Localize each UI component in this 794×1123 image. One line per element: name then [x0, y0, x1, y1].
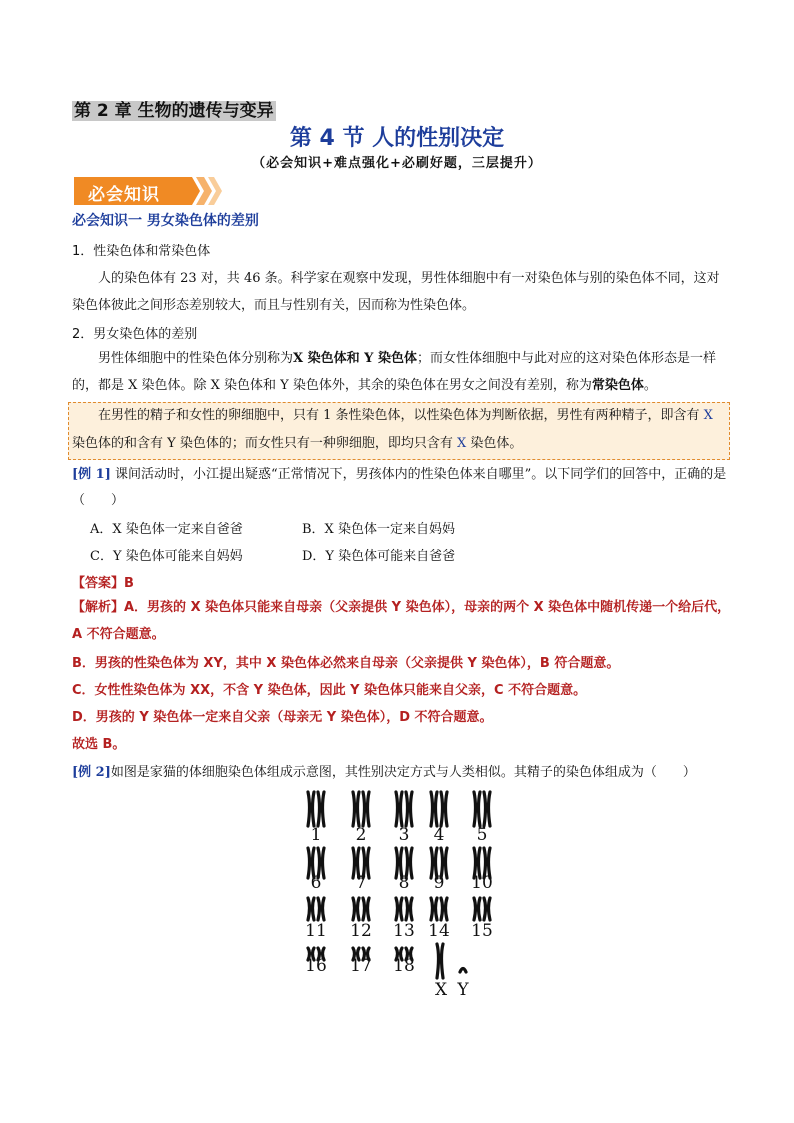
chromosome-label-7: 7 — [355, 873, 367, 893]
chromosome-pair-3 — [396, 792, 412, 826]
option-d: D．Y 染色体可能来自爸爸 — [302, 549, 456, 564]
chromosome-label-10: 10 — [471, 873, 493, 893]
chromosome-pair-14 — [431, 898, 447, 920]
example1-question: [例 1] 课间活动时，小江提出疑惑“正常情况下，男孩体内的性染色体来自哪里”。以下同学们的回答中，正确的是（ ） — [72, 467, 727, 508]
item2-paragraph: 男性体细胞中的性染色体分别称为X 染色体和 Y 染色体；而女性体细胞中与此对应的这对染色体形态是一样的，都是 X 染色体。除 X 染色体和 Y 染色体外，其余的染色体在男女之间没有差别，称为常染色体。 — [72, 351, 716, 393]
chromosome-label-3: 3 — [398, 825, 410, 845]
analysis-conclusion: 故选 B。 — [72, 737, 126, 752]
page-title: 第 4 节 人的性别决定 — [289, 126, 505, 151]
page-subtitle: （必会知识+难点强化+必刷好题，三层提升） — [252, 156, 542, 171]
chromosome-pair-12 — [353, 898, 369, 920]
chromosome-label-11: 11 — [305, 921, 327, 941]
chromosome-label-6: 6 — [310, 873, 322, 893]
item1-paragraph: 人的染色体有 23 对，共 46 条。科学家在观察中发现，男性体细胞中有一对染色体与别的染色体不同，这对染色体彼此之间形态差别较大，而且与性别有关，因而称为性染色体。 — [72, 271, 720, 313]
chromosome-label-9: 9 — [433, 873, 445, 893]
chromosome-label-8: 8 — [398, 873, 410, 893]
chromosome-y — [460, 969, 466, 973]
chromosome-label-16: 16 — [305, 956, 327, 976]
option-a: A．X 染色体一定来自爸爸 — [90, 522, 243, 537]
section-heading: 必会知识一 男女染色体的差别 — [72, 213, 259, 229]
chromosome-pair-13 — [396, 898, 412, 920]
item2-title: 2．男女染色体的差别 — [72, 327, 198, 342]
chromosome-pair-15 — [474, 898, 490, 920]
chromosome-label-12: 12 — [350, 921, 372, 941]
item1-title: 1．性染色体和常染色体 — [72, 244, 211, 259]
chromosome-label-18: 18 — [393, 956, 415, 976]
option-b: B．X 染色体一定来自妈妈 — [302, 522, 455, 537]
example1-answer: 【答案】B — [72, 576, 134, 591]
chromosome-pair-2 — [353, 792, 369, 826]
chromosome-label-15: 15 — [471, 921, 493, 941]
chromosome-label-5: 5 — [476, 825, 488, 845]
chromosome-pair-5 — [474, 792, 490, 826]
chromosome-label-4: 4 — [433, 825, 445, 845]
example2-question: [例 2]如图是家猫的体细胞染色体组成示意图，其性别决定方式与人类相似。其精子的染色体组成为（ ） — [72, 765, 696, 780]
chromosome-label-X: X — [434, 980, 448, 1000]
analysis-d: D．男孩的 Y 染色体一定来自父亲（母亲无 Y 染色体），D 不符合题意。 — [72, 710, 493, 725]
chromosome-label-14: 14 — [428, 921, 450, 941]
option-c: C．Y 染色体可能来自妈妈 — [90, 549, 243, 564]
chromosome-pair-1 — [308, 792, 324, 826]
chromosome-label-2: 2 — [355, 825, 367, 845]
banner-label: 必会知识 — [88, 185, 160, 205]
chromosome-pair-4 — [431, 792, 447, 826]
chromosome-label-17: 17 — [350, 956, 372, 976]
analysis-a: 【解析】A．男孩的 X 染色体只能来自母亲（父亲提供 Y 染色体），母亲的两个 X 染色体中随机传递一个给后代，A 不符合题意。 — [72, 600, 731, 642]
chromosome-label-1: 1 — [310, 825, 322, 845]
chromosome-label-13: 13 — [393, 921, 415, 941]
chapter-heading: 第 2 章 生物的遗传与变异 — [74, 101, 274, 121]
karyotype-diagram — [296, 788, 506, 1000]
chromosome-x — [437, 944, 443, 978]
analysis-c: C．女性性染色体为 XX，不含 Y 染色体，因此 Y 染色体只能来自父亲，C 不符合题意。 — [72, 683, 587, 698]
chromosome-pair-11 — [308, 898, 324, 920]
chromosome-label-Y: Y — [457, 980, 469, 1000]
key-note-text: 在男性的精子和女性的卵细胞中，只有 1 条性染色体，以性染色体为判断依据，男性有两种精子，即含有 X 染色体的和含有 Y 染色体的；而女性只有一种卵细胞，即均只含有 X 染色体。 — [72, 408, 713, 451]
analysis-b: B．男孩的性染色体为 XY，其中 X 染色体必然来自母亲（父亲提供 Y 染色体），B 符合题意。 — [72, 656, 620, 671]
